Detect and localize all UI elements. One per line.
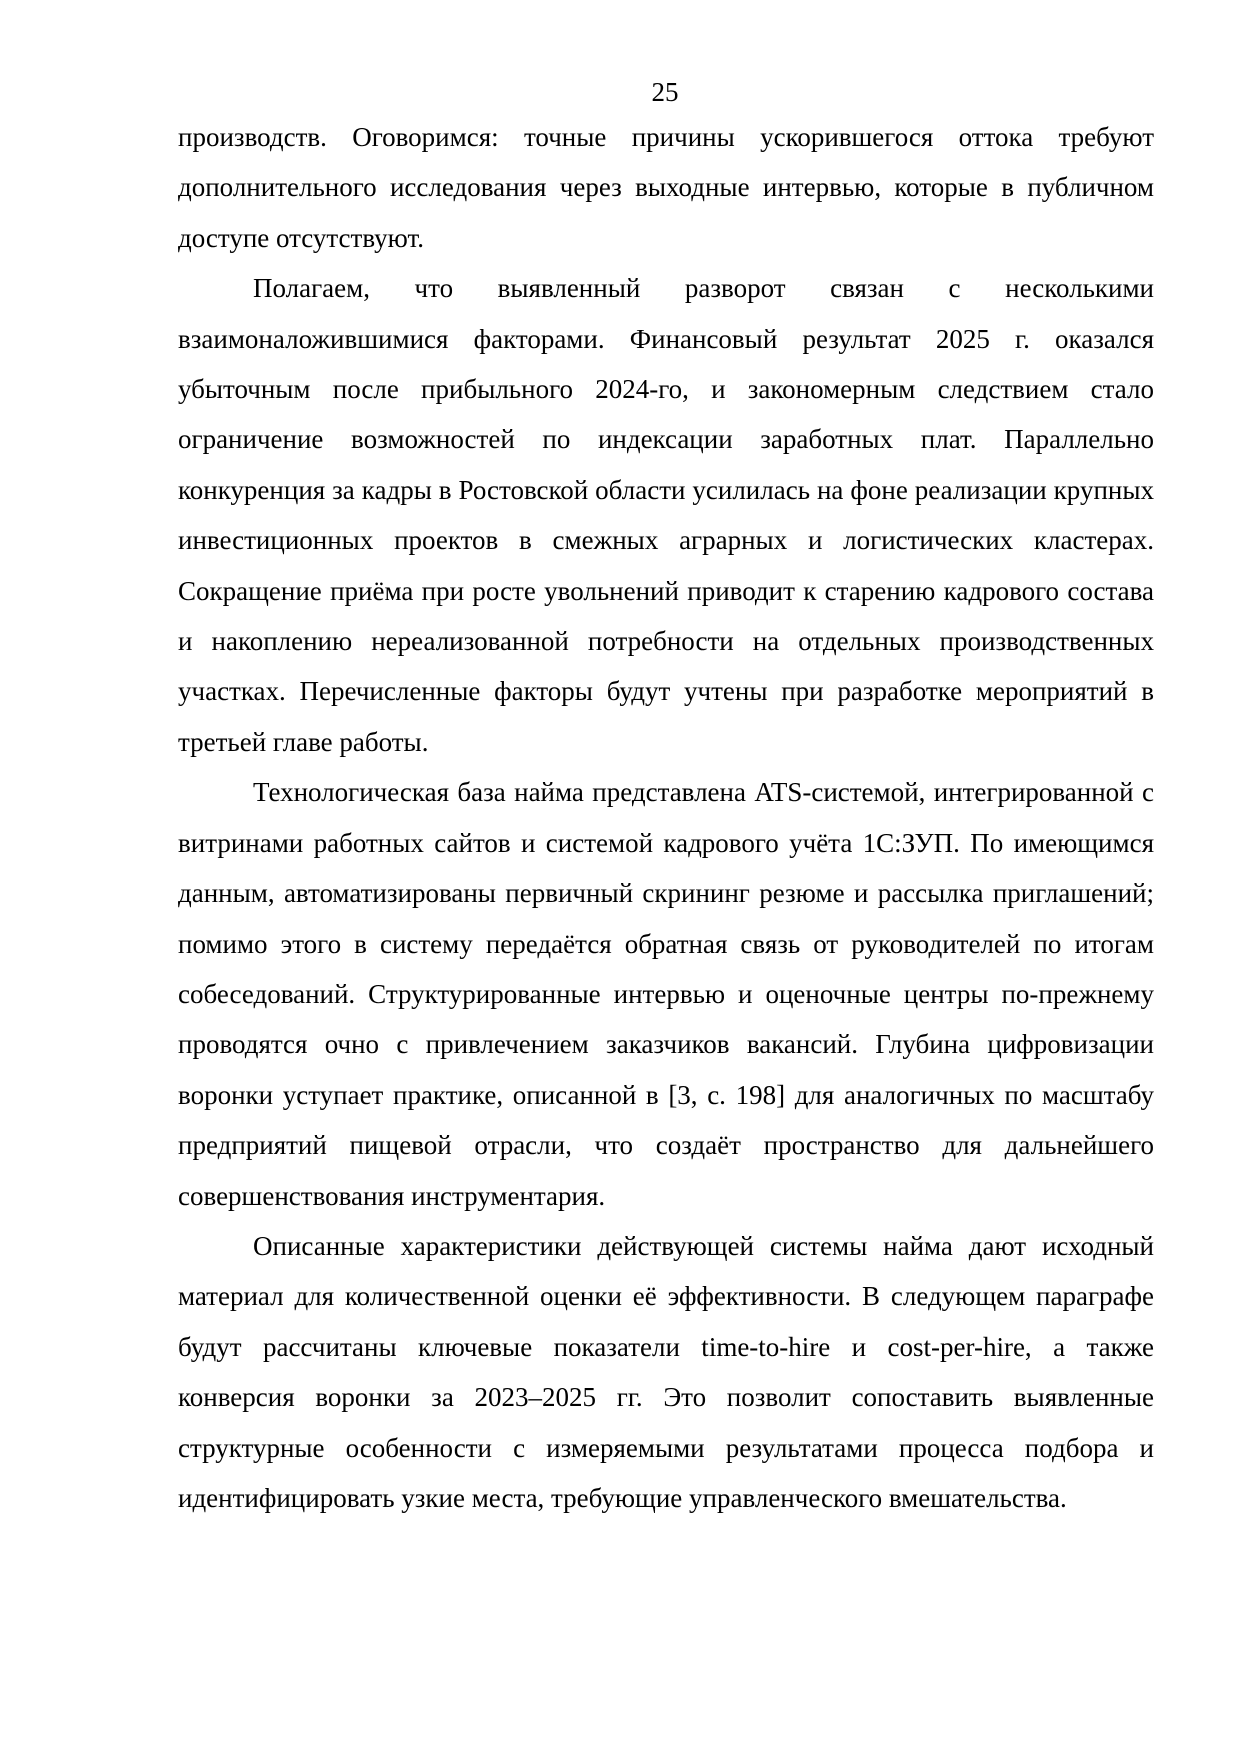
document-body — [178, 112, 1154, 1523]
paragraph-continuation: производств. Оговоримся: точные причины ускорившегося оттока требуют дополнительного исследования через выходные интервью, которые в публичном доступе отсутствуют. — [178, 122, 1154, 253]
paragraph: Полагаем, что выявленный разворот связан с несколькими взаимоналожившимися факторами. Финансовый результат 2025 г. оказался убыточным после прибыльного 2024-го, и закономерным следствием стало ограничение возможностей по индексации заработных плат. Параллельно конкуренция за кадры в Ростовской области усилилась на фоне реализации крупных инвестиционных проектов в смежных аграрных и логистических кластерах. Сокращение приёма при росте увольнений приводит к старению кадрового состава и накоплению нереализованной потребности на отдельных производственных участках. Перечисленные факторы будут учтены при разработке мероприятий в третьей главе работы. — [178, 273, 1154, 757]
paragraph: Технологическая база найма представлена ATS-системой, интегрированной с витринами работных сайтов и системой кадрового учёта 1С:ЗУП. По имеющимся данным, автоматизированы первичный скрининг резюме и рассылка приглашений; помимо этого в систему передаётся обратная связь от руководителей по итогам собеседований. Структурированные интервью и оценочные центры по-прежнему проводятся очно с привлечением заказчиков вакансий. Глубина цифровизации воронки уступает практике, описанной в [3, с. 198] для аналогичных по масштабу предприятий пищевой отрасли, что создаёт пространство для дальнейшего совершенствования инструментария. — [178, 777, 1154, 1211]
paragraph: Описанные характеристики действующей системы найма дают исходный материал для количественной оценки её эффективности. В следующем параграфе будут рассчитаны ключевые показатели time-to-hire и cost-per-hire, а также конверсия воронки за 2023–2025 гг. Это позволит сопоставить выявленные структурные особенности с измеряемыми результатами процесса подбора и идентифицировать узкие места, требующие управленческого вмешательства. — [178, 1230, 1154, 1513]
page-number: 25 — [651, 77, 679, 107]
